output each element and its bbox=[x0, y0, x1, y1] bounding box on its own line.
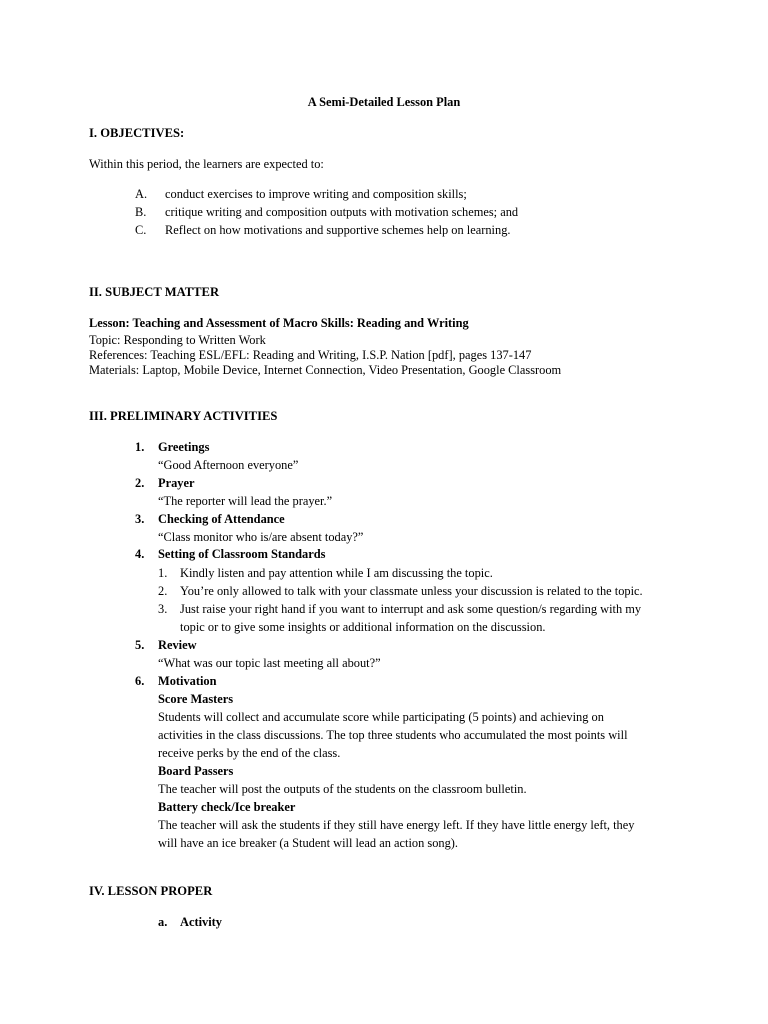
objective-text: critique writing and composition outputs with motivation schemes; and bbox=[165, 205, 519, 219]
battery-check-label: Battery check/Ice breaker bbox=[158, 800, 296, 814]
activity-number: 6. bbox=[135, 674, 145, 688]
lesson-proper-letter: a. bbox=[158, 915, 168, 929]
activity-number: 5. bbox=[135, 638, 145, 652]
standard-text-line1: Just raise your right hand if you want to interrupt and ask some question/s regarding with my bbox=[180, 602, 642, 616]
objectives-intro: Within this period, the learners are expected to: bbox=[89, 157, 324, 171]
lesson-proper-activity-label: Activity bbox=[180, 915, 222, 929]
activity-number: 1. bbox=[135, 440, 145, 454]
document-title: A Semi-Detailed Lesson Plan bbox=[307, 95, 461, 109]
activity-label-attendance: Checking of Attendance bbox=[158, 512, 285, 526]
battery-check-text: will have an ice breaker (a Student will lead an action song). bbox=[158, 836, 459, 850]
standard-text-line2: topic or to give some insights or additional information on the discussion. bbox=[180, 620, 546, 634]
standard-text: Kindly listen and pay attention while I am discussing the topic. bbox=[180, 566, 493, 580]
activity-label-motivation: Motivation bbox=[158, 674, 217, 688]
score-masters-text: receive perks by the end of the class. bbox=[158, 746, 341, 760]
objective-text: Reflect on how motivations and supportive schemes help on learning. bbox=[165, 223, 511, 237]
activity-number: 3. bbox=[135, 512, 145, 526]
board-passers-text: The teacher will post the outputs of the students on the classroom bulletin. bbox=[158, 782, 527, 796]
lesson-references: References: Teaching ESL/EFL: Reading and Writing, I.S.P. Nation [pdf], pages 137-147 bbox=[89, 348, 532, 362]
activity-text: “Good Afternoon everyone” bbox=[158, 458, 299, 472]
score-masters-text: Students will collect and accumulate score while participating (5 points) and achieving on bbox=[158, 710, 604, 724]
standard-number: 2. bbox=[158, 584, 168, 598]
activity-label-standards: Setting of Classroom Standards bbox=[158, 547, 326, 561]
activity-number: 4. bbox=[135, 547, 145, 561]
objectives-heading: I. OBJECTIVES: bbox=[89, 126, 185, 140]
preliminary-heading: III. PRELIMINARY ACTIVITIES bbox=[89, 409, 278, 423]
activity-text: “The reporter will lead the prayer.” bbox=[158, 494, 333, 508]
objective-letter: C. bbox=[135, 223, 147, 237]
activity-text: “Class monitor who is/are absent today?” bbox=[158, 530, 364, 544]
standard-text: You’re only allowed to talk with your classmate unless your discussion is related to the topic. bbox=[180, 584, 643, 598]
lesson-materials: Materials: Laptop, Mobile Device, Internet Connection, Video Presentation, Google Classroom bbox=[89, 363, 562, 377]
activity-label-greetings: Greetings bbox=[158, 440, 210, 454]
subject-matter-heading: II. SUBJECT MATTER bbox=[89, 285, 220, 299]
standard-number: 1. bbox=[158, 566, 168, 580]
activity-label-prayer: Prayer bbox=[158, 476, 195, 490]
lesson-title: Lesson: Teaching and Assessment of Macro Skills: Reading and Writing bbox=[89, 316, 469, 330]
objective-letter: B. bbox=[135, 205, 147, 219]
activity-number: 2. bbox=[135, 476, 145, 490]
score-masters-label: Score Masters bbox=[158, 692, 234, 706]
activity-label-review: Review bbox=[158, 638, 197, 652]
board-passers-label: Board Passers bbox=[158, 764, 234, 778]
objective-letter: A. bbox=[135, 187, 148, 201]
battery-check-text: The teacher will ask the students if they still have energy left. If they have little energy left, they bbox=[158, 818, 635, 832]
score-masters-text: activities in the class discussions. The top three students who accumulated the most points will bbox=[158, 728, 628, 742]
lesson-proper-heading: IV. LESSON PROPER bbox=[89, 884, 213, 898]
objective-text: conduct exercises to improve writing and composition skills; bbox=[165, 187, 467, 201]
activity-text: “What was our topic last meeting all about?” bbox=[158, 656, 381, 670]
lesson-topic: Topic: Responding to Written Work bbox=[89, 333, 266, 347]
standard-number: 3. bbox=[158, 602, 168, 616]
